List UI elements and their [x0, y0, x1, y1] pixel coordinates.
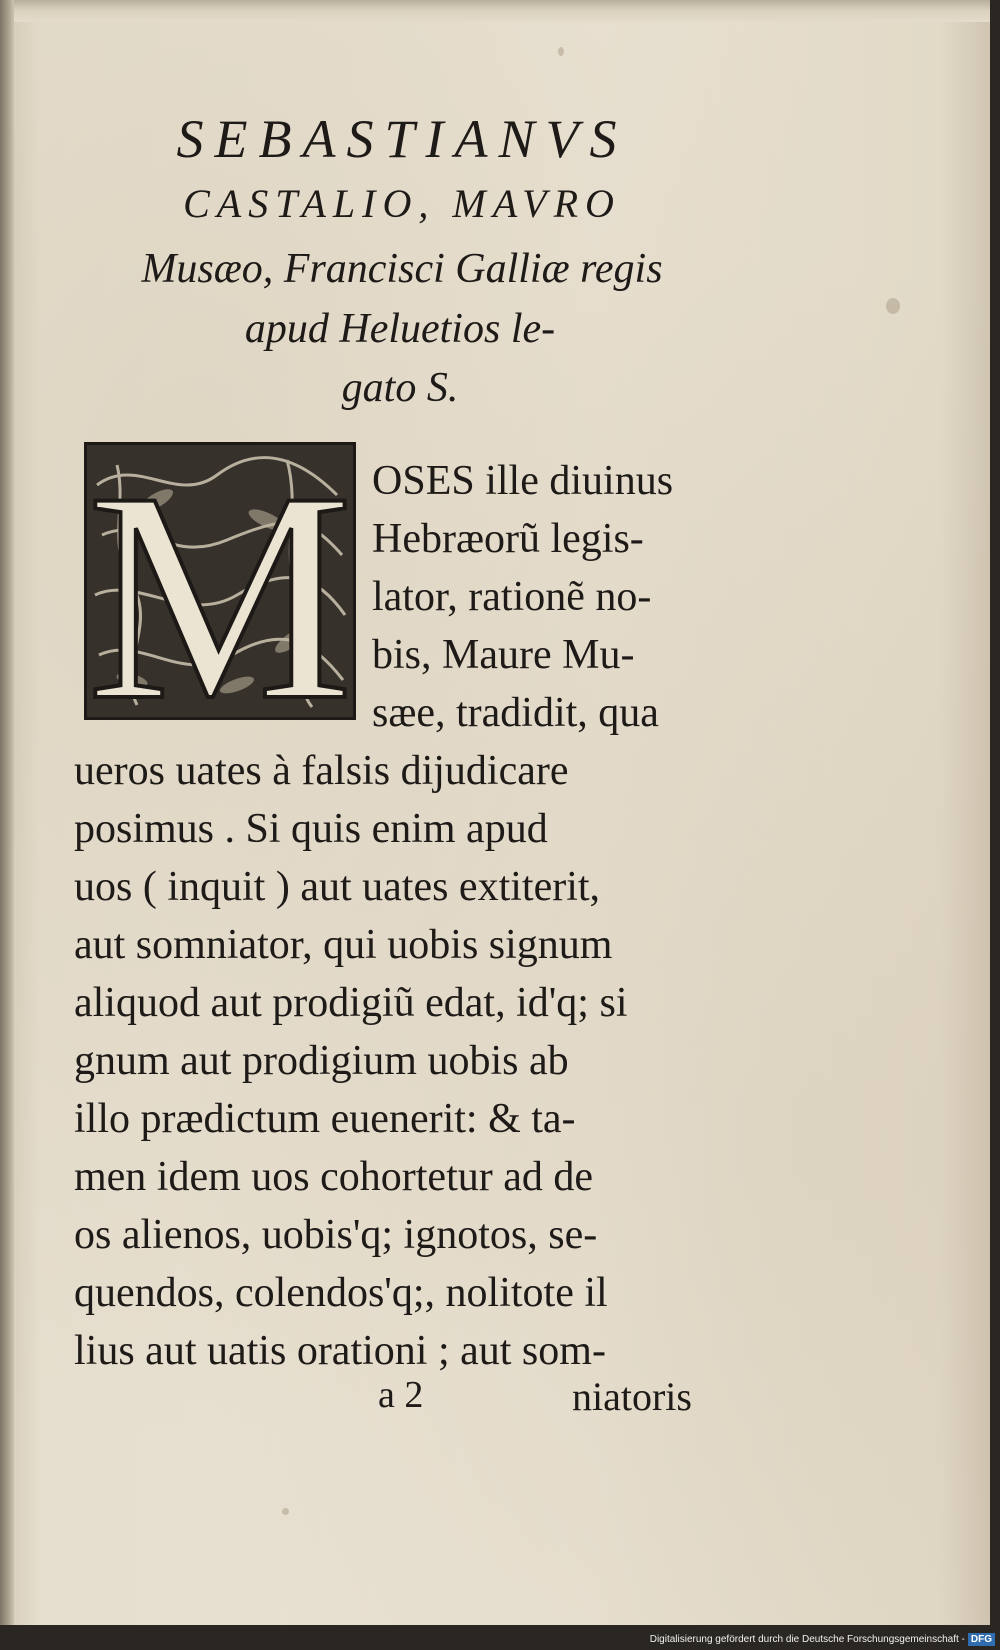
text-line: gnum aut prodigium uobis ab — [74, 1038, 569, 1084]
dfg-logo-icon: DFG — [968, 1633, 995, 1646]
text-line: lator, rationẽ no- — [372, 574, 652, 620]
text-line: OSES ille diuinus — [372, 458, 674, 504]
credit-text: Digitalisierung gefördert durch die Deutsche Forschungsgemeinschaft - — [649, 1634, 965, 1645]
text-line: lius aut uatis orationi ; aut som- — [74, 1328, 606, 1374]
text-line: quendos, colendos'q;, nolitote il — [74, 1270, 608, 1316]
catchword: niatoris — [572, 1374, 692, 1419]
heading-line-2: CASTALIO, MAVRO — [183, 181, 621, 226]
paper-stain — [558, 47, 564, 56]
signature-mark: a 2 — [378, 1374, 424, 1416]
heading-line-1: SEBASTIANVS — [176, 109, 628, 169]
text-line: sæe, tradidit, qua — [372, 690, 659, 736]
text-line: aut somniator, qui uobis signum — [74, 922, 613, 968]
heading-line-3: Musæo, Francisci Galliæ regis — [141, 246, 663, 292]
text-line: Hebræorũ legis- — [372, 516, 644, 562]
initial-letter: M — [87, 445, 353, 717]
text-line: os alienos, uobis'q; ignotos, se- — [74, 1212, 598, 1258]
digitization-credit — [600, 1632, 995, 1648]
text-line: aliquod aut prodigiũ edat, id'q; si — [74, 980, 628, 1026]
text-line: bis, Maure Mu- — [372, 632, 635, 678]
decorated-initial — [84, 442, 356, 720]
text-line: uos ( inquit ) aut uates extiterit, — [74, 864, 601, 910]
foliage-ornament-icon — [87, 445, 353, 717]
heading-line-4: apud Heluetios le- — [244, 306, 556, 352]
page-top-edge — [0, 0, 990, 22]
paper-stain — [886, 298, 900, 314]
heading-line-5: gato S. — [341, 365, 459, 411]
page-gutter — [0, 0, 14, 1625]
text-line: men idem uos cohortetur ad de — [74, 1154, 594, 1200]
text-line: posimus . Si quis enim apud — [74, 806, 548, 852]
text-line: illo prædictum euenerit: & ta- — [74, 1096, 576, 1142]
text-line: ueros uates à falsis dijudicare — [74, 748, 569, 794]
paper-stain — [282, 1508, 289, 1515]
